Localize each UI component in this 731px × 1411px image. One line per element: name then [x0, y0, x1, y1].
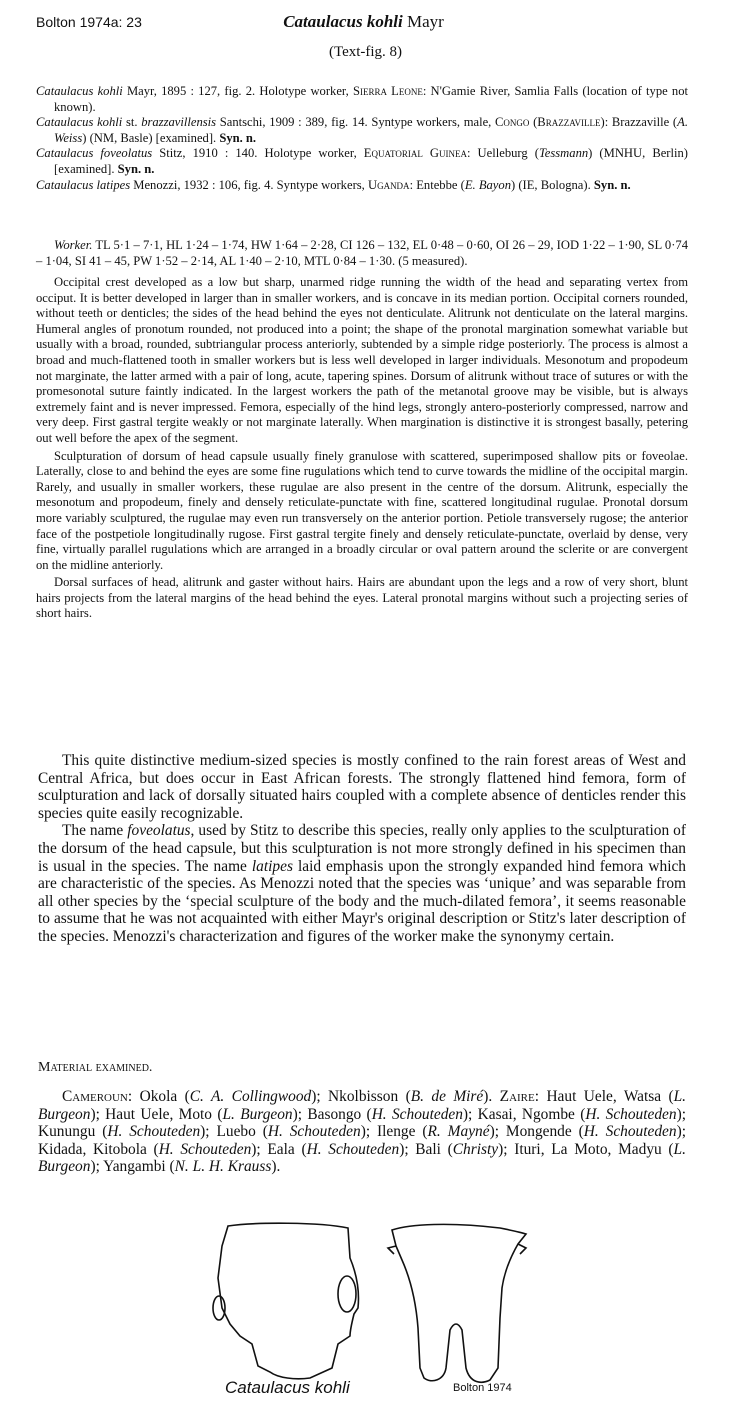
description-paragraph: Dorsal surfaces of head, alitrunk and gaster without hairs. Hairs are abundant upon the legs and a row of very short, blunt hairs projects from the lateral margins of the head behind the eyes. Lateral pronotal margins without such a projecting series of short hairs. — [36, 575, 688, 621]
page-header — [36, 10, 691, 36]
syn-nov-label: Syn. n. — [219, 130, 257, 145]
taxon-name: brazzavillensis — [141, 115, 217, 130]
collector-name: R. Mayné — [427, 1123, 490, 1141]
taxon-name: foveolatus — [127, 822, 191, 840]
collector-name: H. Schouteden — [306, 1140, 400, 1158]
collector-name: H. Schouteden — [585, 1105, 677, 1123]
collector-name: Christy — [452, 1140, 499, 1158]
description-paragraph: Occipital crest developed as a low but sharp, unarmed ridge running the width of the head and separating vertex from occiput. It is better developed in larger than in smaller workers, and is concave in its median portion. Occipital corners rounded, without teeth or denticles; the sides of the head behind the eyes not denticulate. Alitrunk not denticulate on the lateral margins. Humeral angles of pronotum rounded, not produced into a point; the shape of the pronotal margination somewhat variable but usually with a broad, rounded, subtriangular process anteriorly, subtended by a simple ridge posteriorly. The process is almost a broad and much-flattened tooth in smaller workers but is less well developed in larger individuals. Mesonotum and propodeum not marginate, the latter armed with a pair of long, acute, tapering spines. Dorsum of alitrunk without trace of sutures or with the promesonotal suture faintly indicated. In the largest workers the path of the metanotal groove may be visible, but is always extremely faint and is never impressed. Femora, especially of the hind legs, strongly antero-posteriorly compressed, narrow and very deep. First gastral tergite weakly or not marginate laterally. When margination is distinctive it is strongest basally, petering out well before the apex of the segment. — [36, 275, 688, 445]
discussion-paragraph: This quite distinctive medium-sized species is mostly confined to the rain forest areas of West and Central Africa, but does occur in East African forests. The strongly flattened hind femora, form of sculpturation and lack of dorsally situated hairs coupled with a complete absence of denticles render this species quite easily recognizable. — [38, 752, 686, 822]
description — [36, 275, 688, 622]
worker-measurements — [36, 238, 688, 269]
species-title — [36, 12, 691, 32]
text-fig-reference: (Text-fig. 8) — [328, 44, 403, 60]
type-locality: Equatorial Guinea — [363, 146, 467, 161]
collector-name: Tessmann — [538, 146, 589, 161]
synonymy-entry: Cataulacus kohli Mayr, 1895 : 127, fig. 2. Holotype worker, Sierra Leone: N'Gamie River, Samlia Falls (location of type not known). — [36, 84, 688, 114]
syn-nov-label: Syn. n. — [593, 177, 631, 192]
collector-name: B. de Miré — [410, 1088, 484, 1105]
type-locality: Congo (Brazzaville) — [495, 115, 605, 130]
material-examined-list: Cameroun: Okola (C. A. Collingwood); Nkolbisson (B. de Miré). Zaire: Haut Uele, Watsa (L. Burgeon); Haut Uele, Moto (L. Burgeon); Basongo (H. Schouteden); Kasai, Ngombe (H. Schouteden); Kunungu (H. Schouteden); Luebo (H. Schouteden); Ilenge (R. Mayné); Mongende (H. Schouteden); Kidada, Kitobola (H. Schouteden); Eala (H. Schouteden); Bali (Christy); Ituri, La Moto, Madyu (L. Burgeon); Yangambi (N. L. H. Krauss). — [38, 1088, 687, 1176]
figure-caption: Cataulacus kohli — [225, 1378, 350, 1397]
figure-credit: Bolton 1974 — [453, 1382, 512, 1394]
syn-nov-label: Syn. n. — [117, 161, 155, 176]
collector-name: H. Schouteden — [107, 1123, 201, 1141]
synonymy-list — [36, 84, 688, 193]
collector-name: A. Weiss — [54, 115, 688, 145]
collector-name: E. Bayon — [464, 177, 511, 192]
collector-name: N. L. H. Krauss — [174, 1158, 272, 1176]
type-locality: Sierra Leone — [352, 84, 423, 98]
head-capsule-drawing — [213, 1223, 358, 1379]
measurement-values: TL 5·1 – 7·1, HL 1·24 – 1·74, HW 1·64 – 2·28, CI 126 – 132, EL 0·48 – 0·60, OI 26 – 29, IOD 1·22 – 1·90, SL 0·74 – 1·04, SI 41 – 45, PW 1·52 – 2·14, AL 1·40 – 2·10, MTL 0·84 – 1·30. (5 measured). — [36, 238, 688, 268]
collector-name: H. Schouteden — [371, 1105, 463, 1123]
genus-name: Cataulacus — [283, 12, 363, 31]
synonymy-entry: Cataulacus foveolatus Stitz, 1910 : 140. Holotype worker, Equatorial Guinea: Uelleburg (Tessmann) (MNHU, Berlin) [examined]. Syn. n. — [36, 146, 688, 176]
synonymy-entry: Cataulacus latipes Menozzi, 1932 : 106, fig. 4. Syntype workers, Uganda: Entebbe (E. Bayon) (IE, Bologna). Syn. n. — [36, 177, 631, 192]
collector-name: L. Burgeon — [38, 1140, 686, 1176]
specimen-figures — [200, 1218, 560, 1398]
species-name: kohli — [366, 12, 403, 31]
taxon-name: Cataulacus kohli — [36, 84, 123, 98]
synonymy-entry: Cataulacus kohli st. brazzavillensis Santschi, 1909 : 389, fig. 14. Syntype workers, male, Congo (Brazzaville): Brazzaville (A. Weiss) (NM, Basle) [examined]. Syn. n. — [36, 115, 688, 145]
collector-name: H. Schouteden — [267, 1123, 361, 1141]
reference-label: Bolton 1974a: 23 — [36, 14, 142, 30]
collector-name: C. A. Collingwood — [189, 1088, 312, 1105]
discussion — [38, 752, 686, 946]
species-author: Mayr — [406, 12, 444, 31]
country-name: Cameroun — [62, 1088, 128, 1105]
collector-name: L. Burgeon — [38, 1088, 687, 1123]
petiole-drawing — [388, 1224, 526, 1382]
description-paragraph: Sculpturation of dorsum of head capsule usually finely granulose with scattered, superimposed shallow pits or foveolae. Laterally, close to and behind the eyes are some fine rugulations which tend to curve towards the midline of the occipital margin. Rarely, and usually in smaller workers, these rugulae are also present in the centre of the dorsum. Alitrunk, especially the mesonotum and propodeum, finely and densely reticulate-punctate with fine, scattered longitudinal rugulae. Pronotal dorsum more variably sculptured, the rugulae may even run transversely on the anterior portion. Petiole transversely rugose; the anterior face of the postpetiole longitudinally rugose. First gastral tergite finely and densely reticulate-punctate, overlaid by dense, very fine, virtually parallel rugulations which are arranged in a broadly circular or oval pattern around the sclerite or are convergent on the midline anteriorly. — [36, 448, 688, 572]
taxon-name: latipes — [251, 857, 293, 875]
taxon-name: Cataulacus kohli — [36, 115, 123, 130]
taxon-name: Cataulacus foveolatus — [36, 146, 153, 161]
taxon-name: Cataulacus latipes — [36, 177, 131, 192]
material-examined-heading: Material examined. — [38, 1060, 153, 1075]
worker-label: Worker. — [54, 238, 93, 252]
collector-name: H. Schouteden — [158, 1140, 252, 1158]
collector-name: L. Burgeon — [222, 1105, 293, 1123]
discussion-paragraph: The name foveolatus, used by Stitz to describe this species, really only applies to the sculpturation of the dorsum of the head capsule, but this sculpturation is not more strongly defined in his specimen than is usual in the species. The name latipes laid emphasis upon the strongly expanded hind femora which are characteristic of the species. As Menozzi noted that the species was ‘unique’ and was separable from all other species by the ‘special sculpture of the body and the much-dilated femora’, it seems reasonable to assume that he was not acquainted with either Mayr's original description or Stitz's later description of the species. Menozzi's characterization and figures of the worker make the synonymy certain. — [38, 822, 686, 945]
type-locality: Uganda — [367, 177, 410, 192]
collector-name: H. Schouteden — [583, 1123, 677, 1141]
country-name: Zaire — [499, 1088, 535, 1105]
